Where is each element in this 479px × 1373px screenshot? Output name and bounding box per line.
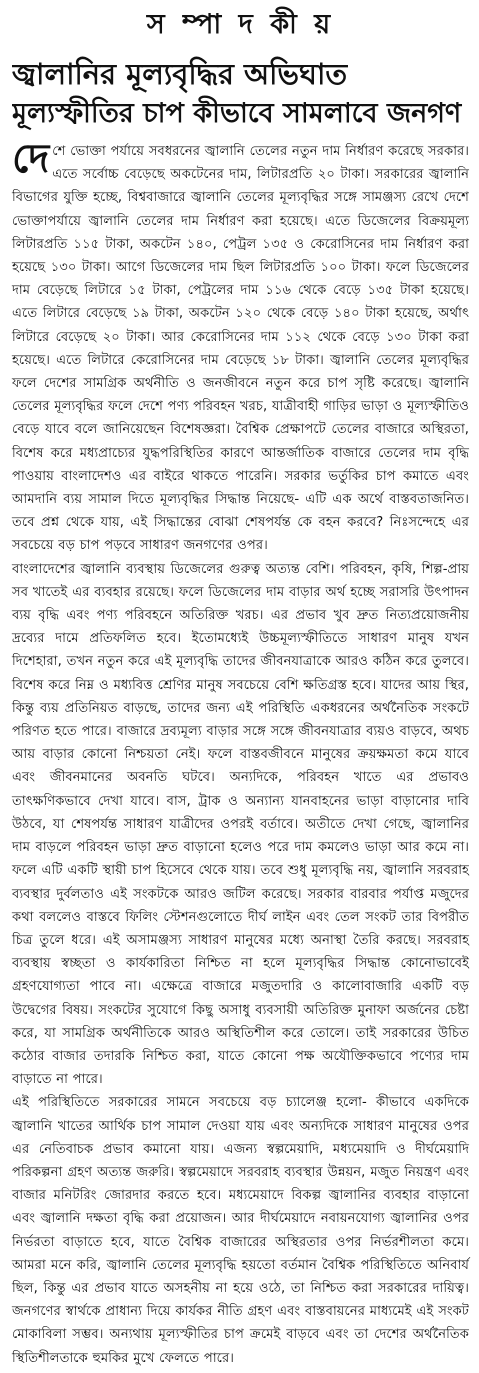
sub-headline: মূল্যস্ফীতির চাপ কীভাবে সামলাবে জনগণ — [12, 98, 462, 129]
article-body — [12, 135, 469, 1370]
article-paragraph-lead — [12, 135, 469, 558]
drop-cap: দে — [12, 135, 50, 182]
section-label-editorial: স ম্পা দ কী য় — [146, 9, 335, 40]
article-paragraph: বাংলাদেশের জ্বালানি ব্যবস্থায় ডিজেলের গুরুত্ব অত্যন্ত বেশি। পরিবহন, কৃষি, শিল্প-প্রায় সব খাতেই এর ব্যবহার রয়েছে। ফলে ডিজেলের দাম বাড়ার অর্থ হচ্ছে সরাসরি উৎপাদন ব্যয় বৃদ্ধি এবং পণ্য পরিবহনে অতিরিক্ত খরচ। এর প্রভাব খুব দ্রুত নিত্যপ্রয়োজনীয় দ্রব্যের দামে প্রতিফলিত হবে। ইতোমধ্যেই উচ্চমূল্যস্ফীতিতে সাধারণ মানুষ যখন দিশেহারা, তখন নতুন করে এই মূল্যবৃদ্ধি তাদের জীবনযাত্রাকে আরও কঠিন করে তুলবে। বিশেষ করে নিম্ন ও মধ্যবিত্ত শ্রেণির মানুষ সবচেয়ে বেশি ক্ষতিগ্রস্ত হবে। যাদের আয় স্থির, কিন্তু ব্যয় প্রতিনিয়ত বাড়ছে, তাদের জন্য এই পরিস্থিতি একধরনের অর্থনৈতিক সংকটে পরিণত হতে পারে। বাজারে দ্রব্যমূল্য বাড়ার সঙ্গে সঙ্গে জীবনযাত্রার ব্যয়ও বাড়বে, অথচ আয় বাড়ার কোনো নিশ্চয়তা নেই। ফলে বাস্তবজীবনে মানুষের ক্রয়ক্ষমতা কমে যাবে এবং জীবনমানের অবনতি ঘটবে। অন্যদিকে, পরিবহন খাতে এর প্রভাবও তাৎক্ষণিকভাবে দেখা যাবে। বাস, ট্রাক ও অন্যান্য যানবাহনের ভাড়া বাড়ানোর দাবি উঠবে, যা শেষপর্যন্ত সাধারণ যাত্রীদের ওপরই বর্তাবে। অতীতে দেখা গেছে, জ্বালানির দাম বাড়লে পরিবহন ভাড়া দ্রুত বাড়ানো হলেও পরে দাম কমলেও ভাড়া আর কমে না। ফলে এটি একটি স্থায়ী চাপ হিসেবে থেকে যায়। তবে শুধু মূল্যবৃদ্ধি নয়, জ্বালানি সরবরাহ ব্যবস্থার দুর্বলতাও এই সংকটকে আরও জটিল করেছে। সরকার বারবার পর্যাপ্ত মজুদের কথা বললেও বাস্তবে ফিলিং স্টেশনগুলোতে দীর্ঘ লাইন এবং তেল সংকট তার বিপরীত চিত্র তুলে ধরে। এই অসামঞ্জস্য সাধারণ মানুষের মধ্যে অনাস্থা তৈরি করছে। সরবরাহ ব্যবস্থায় স্বচ্ছতা ও কার্যকারিতা নিশ্চিত না হলে মূল্যবৃদ্ধির সিদ্ধান্ত কোনোভাবেই গ্রহণযোগ্যতা পাবে না। এক্ষেত্রে বাজারে মজুতদারি ও কালোবাজারি একটি বড় উদ্বেগের বিষয়। সংকটের সুযোগে কিছু অসাধু ব্যবসায়ী অতিরিক্ত মুনাফা অর্জনের চেষ্টা করে, যা সামগ্রিক অর্থনীতিকে আরও অস্থিতিশীল করে তোলে। তাই সরকারের উচিত কঠোর বাজার তদারকি নিশ্চিত করা, যাতে কোনো পক্ষ অযৌক্তিকভাবে পণ্যের দাম বাড়াতে না পারে। — [12, 561, 469, 1088]
headline: জ্বালানির মূল্যবৃদ্ধির অভিঘাত — [12, 57, 348, 91]
lead-paragraph-text: শে ভোক্তা পর্যায়ে সবধরনের জ্বালানি তেলের নতুন দাম নির্ধারণ করেছে সরকার। এতে সর্বোচ্চ বেড়েছে অকটেনের দাম, লিটারপ্রতি ২০ টাকা। সরকারের জ্বালানি বিভাগের যুক্তি হচ্ছে, বিশ্ববাজারে জ্বালানি তেলের মূল্যবৃদ্ধির সঙ্গে সামঞ্জস্য রেখে দেশে ভোক্তাপর্যায়ে জ্বালানি তেলের দাম নির্ধারণ করা হয়েছে। এতে ডিজেলের বিক্রয়মূল্য লিটারপ্রতি ১১৫ টাকা, অকটেন ১৪০, পেট্রল ১৩৫ ও কেরোসিনের দাম নির্ধারণ করা হয়েছে ১৩০ টাকা। আগে ডিজেলের দাম ছিল লিটারপ্রতি ১০০ টাকা। ফলে ডিজেলের দাম বেড়েছে লিটারে ১৫ টাকা, পেট্রলের দাম ১১৬ থেকে বেড়ে ১৩৫ টাকা হয়েছে। এতে লিটারে বেড়েছে ১৯ টাকা, অকটেন ১২০ থেকে বেড়ে ১৪০ টাকা হয়েছে, অর্থাৎ লিটারে বেড়েছে ২০ টাকা। আর কেরোসিনের দাম ১১২ থেকে বেড়ে ১৩০ টাকা করা হয়েছে। এতে লিটারে কেরোসিনের দাম বেড়েছে ১৮ টাকা। জ্বালানি তেলের মূল্যবৃদ্ধির ফলে দেশের সামগ্রিক অর্থনীতি ও জনজীবনে নতুন করে চাপ সৃষ্টি করেছে। জ্বালানি তেলের মূল্যবৃদ্ধির ফলে দেশে পণ্য পরিবহন খরচ, যাত্রীবাহী গাড়ির ভাড়া ও মূল্যস্ফীতিও বেড়ে যাবে বলে জানিয়েছেন বিশেষজ্ঞরা। বৈশ্বিক প্রেক্ষাপটে তেলের বাজারে অস্থিরতা, বিশেষ করে মধ্যপ্রাচ্যের যুদ্ধপরিস্থিতির কারণে আন্তর্জাতিক বাজারে তেলের দাম বৃদ্ধি পাওয়ায় বাংলাদেশও এর বাইরে থাকতে পারেনি। সরকার ভর্তুকির চাপ কমাতে এবং আমদানি ব্যয় সামাল দিতে মূল্যবৃদ্ধির সিদ্ধান্ত নিয়েছে- এটি এক অর্থে বাস্তবতাজনিত। তবে প্রশ্ন থেকে যায়, এই সিদ্ধান্তের বোঝা শেষপর্যন্ত কে বহন করবে? নিঃসন্দেহে এর সবচেয়ে বড় চাপ পড়বে সাধারণ জনগণের ওপর। — [12, 144, 469, 554]
article-paragraph: এই পরিস্থিতিতে সরকারের সামনে সবচেয়ে বড় চ্যালেঞ্জ হলো- কীভাবে একদিকে জ্বালানি খাতের আর্থিক চাপ সামাল দেওয়া যায় এবং অন্যদিকে সাধারণ মানুষের ওপর এর নেতিবাচক প্রভাব কমানো যায়। এজন্য স্বল্পমেয়াদি, মধ্যমেয়াদি ও দীর্ঘমেয়াদি পরিকল্পনা গ্রহণ অত্যন্ত জরুরি। স্বল্পমেয়াদে সরবরাহ ব্যবস্থার উন্নয়ন, মজুত নিয়ন্ত্রণ এবং বাজার মনিটরিং জোরদার করতে হবে। মধ্যমেয়াদে বিকল্প জ্বালানির ব্যবহার বাড়ানো এবং জ্বালানি দক্ষতা বৃদ্ধি করা প্রয়োজন। আর দীর্ঘমেয়াদে নবায়নযোগ্য জ্বালানির ওপর নির্ভরতা বাড়াতে হবে, যাতে বৈশ্বিক বাজারের অস্থিরতার ওপর নির্ভরশীলতা কমে। আমরা মনে করি, জ্বালানি তেলের মূল্যবৃদ্ধি হয়তো বর্তমান বৈশ্বিক পরিস্থিতিতে অনিবার্য ছিল, কিন্তু এর প্রভাব যাতে অসহনীয় না হয়ে ওঠে, তা নিশ্চিত করা সরকারের দায়িত্ব। জনগণের স্বার্থকে প্রাধান্য দিয়ে কার্যকর নীতি গ্রহণ এবং বাস্তবায়নের মাধ্যমেই এই সংকট মোকাবিলা সম্ভব। অন্যথায় মূল্যস্ফীতির চাপ ক্রমেই বাড়বে এবং তা দেশের অর্থনৈতিক স্থিতিশীলতাকে হুমকির মুখে ফেলতে পারে। — [12, 1095, 469, 1366]
